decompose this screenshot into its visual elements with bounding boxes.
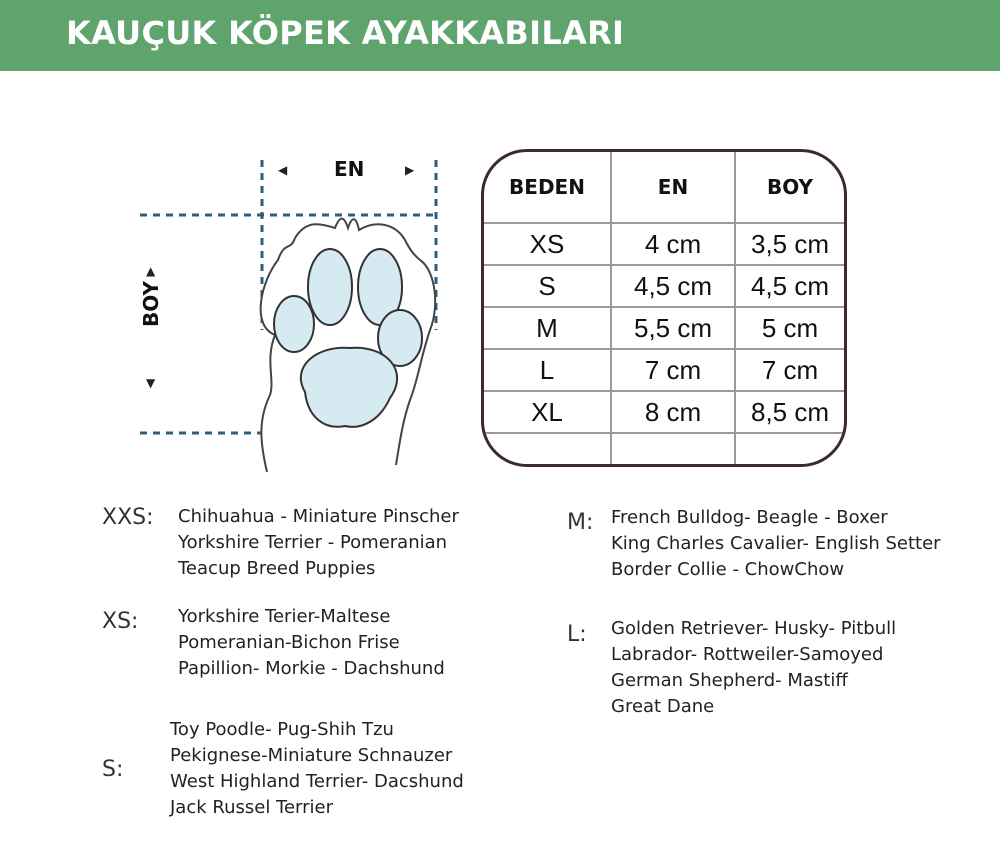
breed-list-s — [170, 717, 464, 821]
breed-line: Papillion- Morkie - Dachshund — [178, 658, 445, 679]
page-title: KAUÇUK KÖPEK AYAKKABILARI — [66, 14, 625, 52]
size-cell: XS — [484, 223, 611, 265]
width-label: EN — [334, 157, 365, 181]
table-row — [484, 391, 844, 433]
breed-line: French Bulldog- Beagle - Boxer — [611, 507, 888, 528]
height-cell: 5 cm — [735, 307, 844, 349]
breed-line: West Highland Terrier- Dacshund — [170, 771, 464, 792]
empty-cell — [484, 433, 611, 467]
breed-line: Great Dane — [611, 696, 715, 717]
breed-line: Toy Poodle- Pug-Shih Tzu — [170, 719, 394, 740]
empty-cell — [611, 433, 735, 467]
height-cell: 8,5 cm — [735, 391, 844, 433]
breed-line: Jack Russel Terrier — [170, 797, 334, 818]
header-width: EN — [611, 152, 735, 223]
breed-line: Chihuahua - Miniature Pinscher — [178, 506, 459, 527]
height-cell: 3,5 cm — [735, 223, 844, 265]
breed-line: Border Collie - ChowChow — [611, 559, 845, 580]
height-label: BOY — [139, 280, 163, 327]
table-header-row — [484, 152, 844, 223]
header-banner — [0, 0, 1000, 71]
size-table — [484, 152, 844, 467]
breed-line: Yorkshire Terier-Maltese — [178, 606, 391, 627]
width-cell: 4,5 cm — [611, 265, 735, 307]
size-code-l: L: — [567, 622, 587, 647]
size-code-xxs: XXS: — [102, 505, 154, 530]
table-row — [484, 223, 844, 265]
breed-line: Yorkshire Terrier - Pomeranian — [178, 532, 448, 553]
breed-list-xxs — [178, 504, 459, 582]
arrow-up-icon: ▲ — [146, 264, 156, 278]
breed-line: Pekignese-Miniature Schnauzer — [170, 745, 453, 766]
toe-pad-1 — [274, 296, 314, 352]
breed-line: German Shepherd- Mastiff — [611, 670, 848, 691]
empty-cell — [735, 433, 844, 467]
breed-line: Pomeranian-Bichon Frise — [178, 632, 400, 653]
size-code-s: S: — [102, 757, 124, 782]
size-cell: XL — [484, 391, 611, 433]
size-code-m: M: — [567, 510, 594, 535]
width-cell: 7 cm — [611, 349, 735, 391]
table-row — [484, 307, 844, 349]
width-cell: 8 cm — [611, 391, 735, 433]
table-row — [484, 349, 844, 391]
size-cell: L — [484, 349, 611, 391]
breed-line: Labrador- Rottweiler-Samoyed — [611, 644, 884, 665]
arrow-right-icon: ▶ — [405, 163, 415, 177]
breed-list-l — [611, 616, 896, 720]
size-cell: M — [484, 307, 611, 349]
height-cell: 4,5 cm — [735, 265, 844, 307]
breed-list-xs — [178, 604, 445, 682]
breed-list-m — [611, 505, 941, 583]
breed-line: Golden Retriever- Husky- Pitbull — [611, 618, 897, 639]
width-cell: 5,5 cm — [611, 307, 735, 349]
table-empty-row — [484, 433, 844, 467]
header-height: BOY — [735, 152, 844, 223]
size-code-xs: XS: — [102, 609, 139, 634]
header-size: BEDEN — [484, 152, 611, 223]
arrow-down-icon: ▼ — [146, 376, 156, 390]
width-cell: 4 cm — [611, 223, 735, 265]
size-cell: S — [484, 265, 611, 307]
breed-line: King Charles Cavalier- English Setter — [611, 533, 941, 554]
table-row — [484, 265, 844, 307]
size-table-frame — [481, 149, 847, 467]
breed-line: Teacup Breed Puppies — [178, 558, 376, 579]
toe-pad-2 — [308, 249, 352, 325]
arrow-left-icon: ◀ — [278, 163, 288, 177]
height-cell: 7 cm — [735, 349, 844, 391]
